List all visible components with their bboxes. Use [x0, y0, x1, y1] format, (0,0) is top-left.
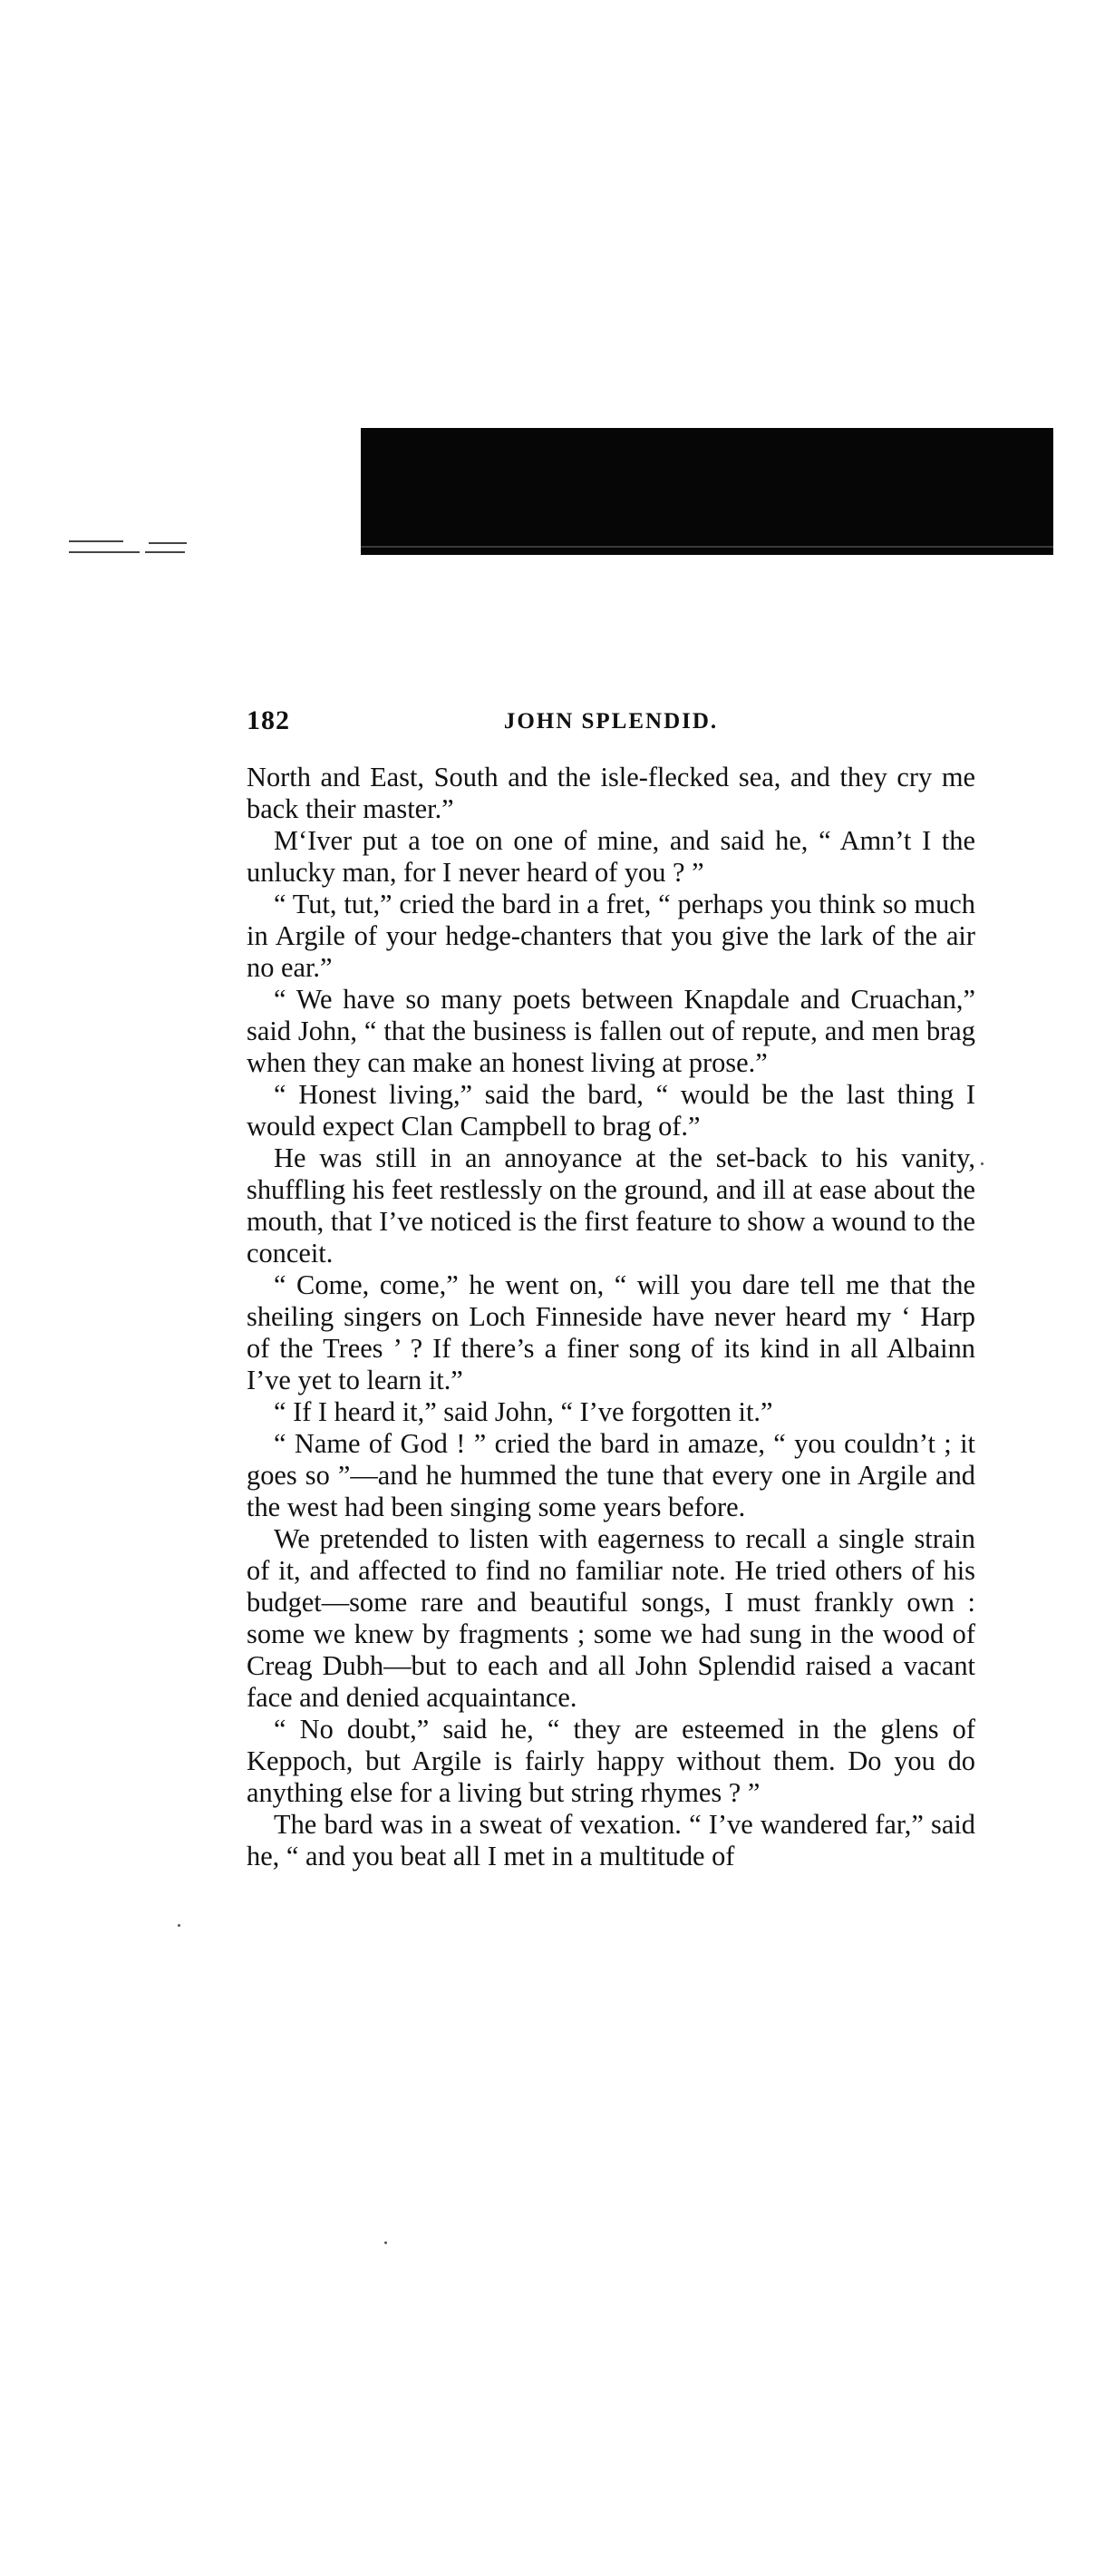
paragraph: “ Tut, tut,” cried the bard in a fret, “ perhaps you think so much in Argile of your hedge-chanters that you give the lark of the air no ear.”: [247, 889, 975, 983]
scan-speck: [384, 2241, 387, 2244]
redaction-bar: [361, 428, 1053, 555]
paragraph: “ Honest living,” said the bard, “ would be the last thing I would expect Clan Campbell to brag of.”: [247, 1079, 975, 1142]
scan-line: [361, 546, 1053, 548]
text-body: [247, 762, 975, 1872]
paragraph: We pretended to listen with eagerness to recall a single strain of it, and affected to find no familiar note. He tried others of his budget—some rare and beautiful songs, I must frankly own : some we knew by fragments ; some we had sung in the wood of Creag Dubh—but to each and all John Splendid raised a vacant face and denied acquaintance.: [247, 1523, 975, 1713]
paragraph: “ Name of God ! ” cried the bard in amaze, “ you couldn’t ; it goes so ”—and he hummed the tune that every one in Argile and the west had been singing some years before.: [247, 1428, 975, 1522]
scan-dash: [145, 551, 185, 553]
paragraph: He was still in an annoyance at the set-back to his vanity, shuffling his feet restlessly on the ground, and ill at ease about the mouth, that I’ve noticed is the first feature to show a wound to the conceit.: [247, 1142, 975, 1269]
scan-dash: [69, 551, 140, 553]
scan-speck: [178, 1924, 180, 1927]
scan-dash: [149, 542, 187, 544]
running-head: JOHN SPLENDID.: [503, 709, 719, 734]
paragraph: “ If I heard it,” said John, “ I’ve forgotten it.”: [274, 1396, 773, 1427]
paragraph: The bard was in a sweat of vexation. “ I’ve wandered far,” said he, “ and you beat all I met in a multitude of: [247, 1809, 975, 1871]
paragraph: “ We have so many poets between Knapdale and Cruachan,” said John, “ that the business is fallen out of repute, and men brag when they can make an honest living at prose.”: [247, 984, 975, 1078]
scan-dash: [69, 540, 123, 542]
paragraph: M‘Iver put a toe on one of mine, and said he, “ Amn’t I the unlucky man, for I never heard of you ? ”: [247, 825, 975, 888]
scan-speck: [981, 1162, 984, 1165]
paragraph: North and East, South and the isle-flecked sea, and they cry me back their master.”: [247, 762, 975, 824]
paragraph: “ No doubt,” said he, “ they are esteemed in the glens of Keppoch, but Argile is fairly happy without them. Do you do anything else for a living but string rhymes ? ”: [247, 1714, 975, 1808]
page-number: 182: [247, 705, 290, 735]
paragraph: “ Come, come,” he went on, “ will you dare tell me that the sheiling singers on Loch Finneside have never heard my ‘ Harp of the Trees ’ ? If there’s a finer song of its kind in all Albainn I’ve yet to learn it.”: [247, 1269, 975, 1395]
page-header: [247, 705, 975, 742]
